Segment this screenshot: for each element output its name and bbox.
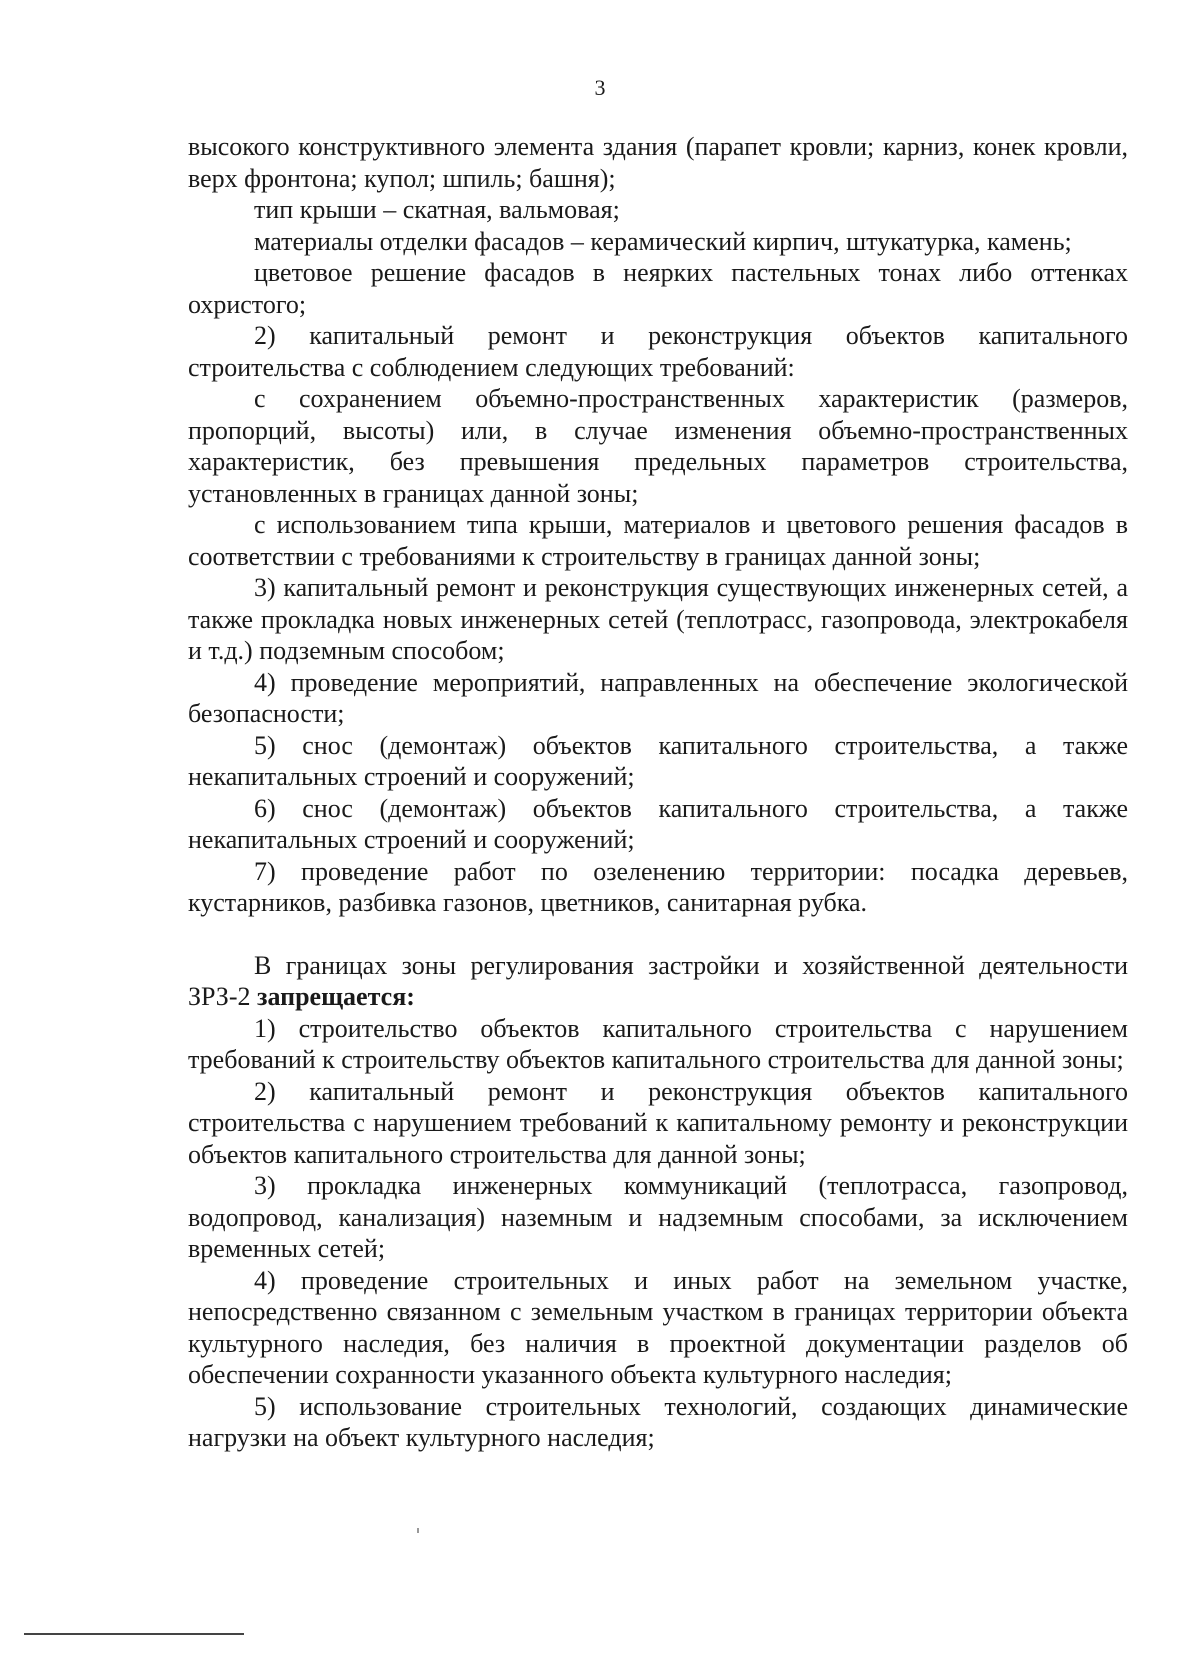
list-item: 5) использование строительных технологий, создающих динамические нагрузки на объект культурного наследия; — [188, 1391, 1128, 1452]
paragraph: цветовое решение фасадов в неярких пастельных тонах либо оттенках охристого; — [188, 258, 1128, 319]
paragraph: тип крыши – скатная, вальмовая; — [254, 195, 620, 224]
paragraph: с использованием типа крыши, материалов и цветового решения фасадов в соответствии с требованиями к строительству в границах данной зоны; — [188, 510, 1128, 571]
list-item: 4) проведение строительных и иных работ на земельном участке, непосредственно связанном с земельным участком в границах территории объекта культурного наследия, без наличия в проектной документации разделов об обеспечении сохранности указанного объекта культурного наследия; — [188, 1265, 1128, 1389]
section-intro-text: В границах зоны регулирования застройки и хозяйственной деятельности ЗРЗ-2 — [188, 950, 1128, 1011]
list-item: 3) прокладка инженерных коммуникаций (теплотрасса, газопровод, водопровод, канализация) наземным и надземным способами, за исключением временных сетей; — [188, 1171, 1128, 1263]
paragraph-gap — [188, 919, 1128, 950]
list-item: 2) капитальный ремонт и реконструкция объектов капитального строительства с нарушением требований к капитальному ремонту и реконструкции объектов капитального строительства для данной зоны; — [188, 1076, 1128, 1169]
scan-speck — [417, 1528, 419, 1533]
footer-rule — [24, 1633, 244, 1635]
paragraph: высокого конструктивного элемента здания (парапет кровли; карниз, конек кровли, верх фронтона; купол; шпиль; башня); — [188, 132, 1128, 193]
document-body — [188, 131, 1128, 1454]
list-item: 1) строительство объектов капитального строительства с нарушением требований к строительству объектов капитального строительства для данной зоны; — [188, 1013, 1128, 1074]
section-intro-bold: запрещается: — [257, 982, 415, 1011]
paragraph: с сохранением объемно-пространственных характеристик (размеров, пропорций, высоты) или, в случае изменения объемно-пространственных характеристик, без превышения предельных параметров строительства, установленных в границах данной зоны; — [188, 384, 1128, 508]
paragraph: 3) капитальный ремонт и реконструкция существующих инженерных сетей, а также прокладка новых инженерных сетей (теплотрасс, газопровода, электрокабеля и т.д.) подземным способом; — [188, 573, 1128, 665]
page-number: 3 — [594, 75, 606, 100]
paragraph: 4) проведение мероприятий, направленных на обеспечение экологической безопасности; — [188, 667, 1128, 728]
paragraph: 6) снос (демонтаж) объектов капитального строительства, а также некапитальных строений и сооружений; — [188, 793, 1128, 854]
paragraph: материалы отделки фасадов – керамический кирпич, штукатурка, камень; — [254, 226, 1072, 256]
section-intro — [188, 950, 1128, 1013]
paragraph: 7) проведение работ по озеленению территории: посадка деревьев, кустарников, разбивка газонов, цветников, санитарная рубка. — [188, 856, 1128, 917]
paragraph: 2) капитальный ремонт и реконструкция объектов капитального строительства с соблюдением следующих требований: — [188, 321, 1128, 382]
paragraph: 5) снос (демонтаж) объектов капитального строительства, а также некапитальных строений и сооружений; — [188, 730, 1128, 791]
